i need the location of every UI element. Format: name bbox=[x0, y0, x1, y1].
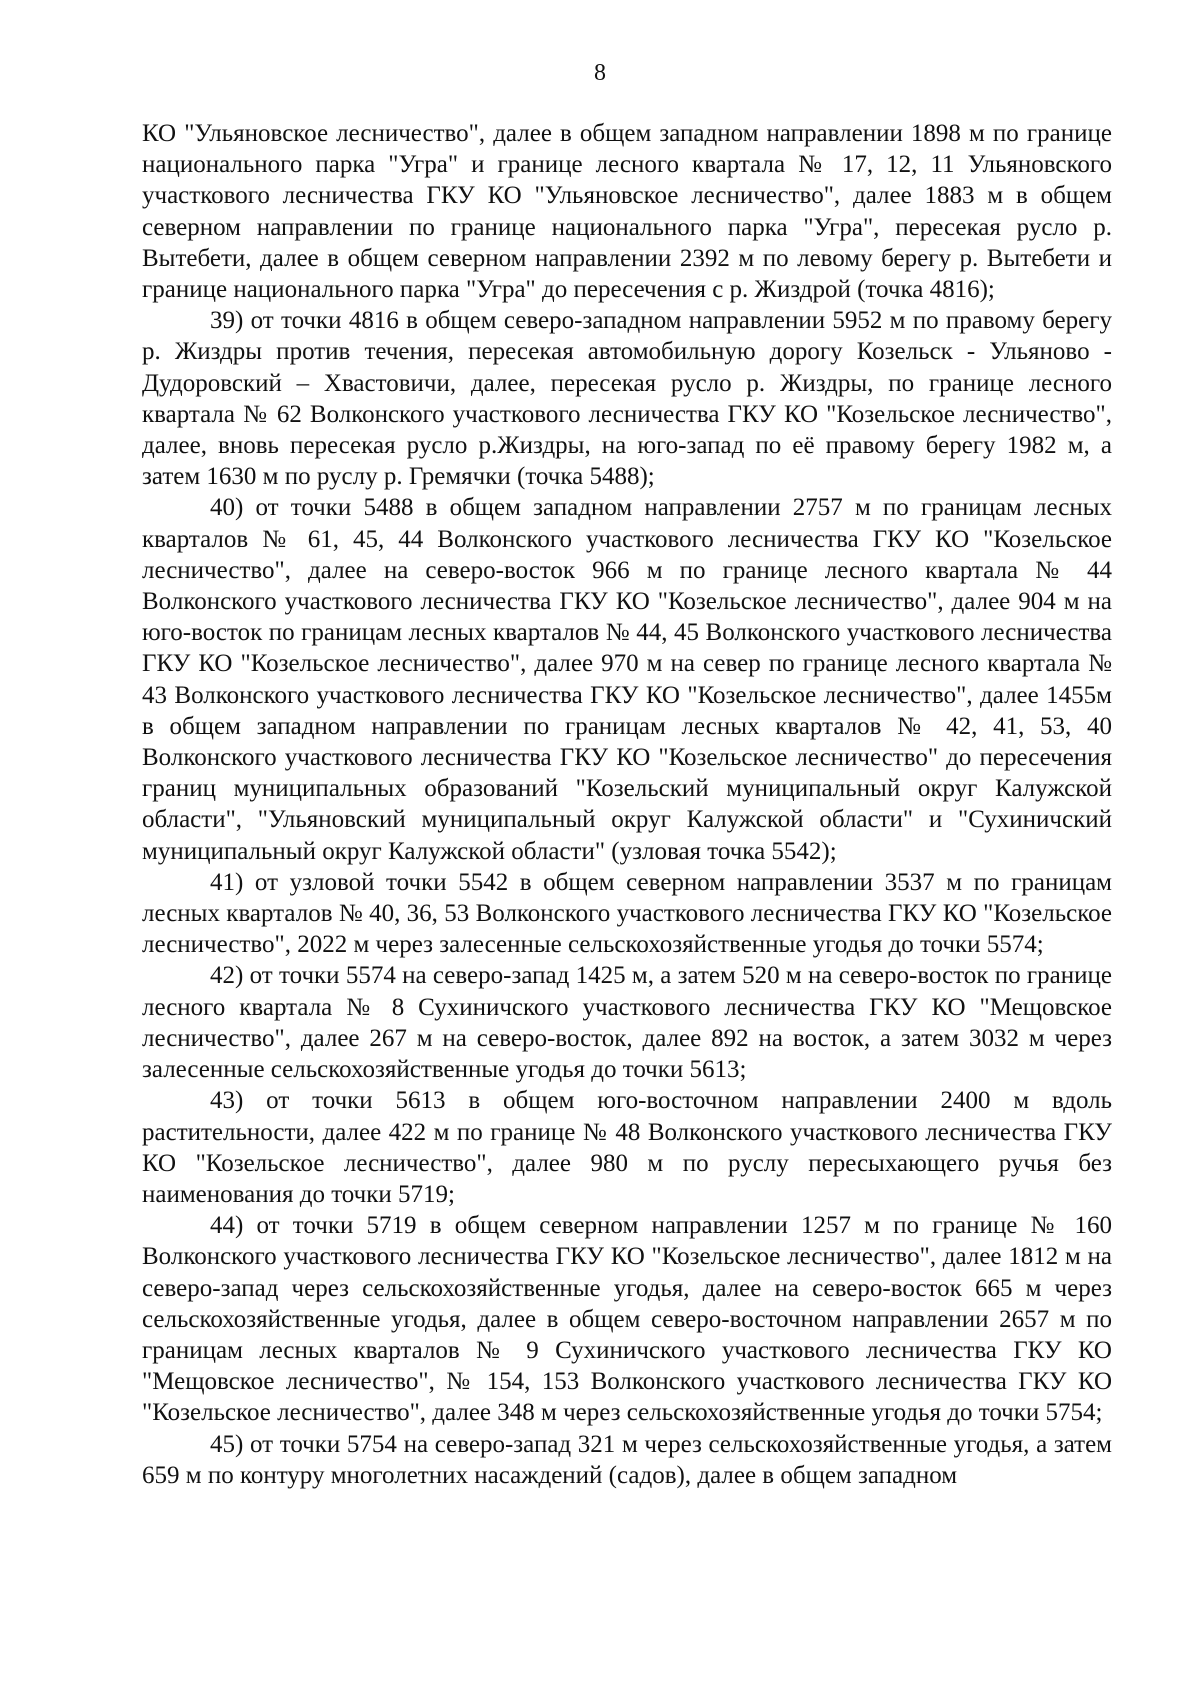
paragraph-43: 43) от точки 5613 в общем юго-восточном направлении 2400 м вдоль растительности, далее 422 м по границе № 48 Волконского участкового лесничества ГКУ КО "Козельское лесничество", далее 980 м по руслу пересыхающего ручья без наименования до точки 5719; bbox=[142, 1087, 1112, 1208]
document-body bbox=[142, 118, 1112, 1491]
paragraph-40: 40) от точки 5488 в общем западном направлении 2757 м по границам лесных кварталов № 61, 45, 44 Волконского участкового лесничества ГКУ КО "Козельское лесничество", далее на северо-восток 966 м по границе лесного квартала № 44 Волконского участкового лесничества ГКУ КО "Козельское лесничество", далее 904 м на юго-восток по границам лесных кварталов № 44, 45 Волконского участкового лесничества ГКУ КО "Козельское лесничество", далее 970 м на север по границе лесного квартала № 43 Волконского участкового лесничества ГКУ КО "Козельское лесничество", далее 1455м в общем западном направлении по границам лесных кварталов № 42, 41, 53, 40 Волконского участкового лесничества ГКУ КО "Козельское лесничество" до пересечения границ муниципальных образований "Козельский муниципальный округ Калужской области", "Ульяновский муниципальный округ Калужской области" и "Сухиничский муниципальный округ Калужской области" (узловая точка 5542); bbox=[142, 494, 1112, 865]
paragraph-44: 44) от точки 5719 в общем северном направлении 1257 м по границе № 160 Волконского участкового лесничества ГКУ КО "Козельское лесничество", далее 1812 м на северо-запад через сельскохозяйственные угодья, далее на северо-восток 665 м через сельскохозяйственные угодья, далее в общем северо-восточном направлении 2657 м по границам лесных кварталов № 9 Сухиничского участкового лесничества ГКУ КО "Мещовское лесничество", № 154, 153 Волконского участкового лесничества ГКУ КО "Козельское лесничество", далее 348 м через сельскохозяйственные угодья до точки 5754; bbox=[142, 1212, 1112, 1427]
paragraph-42: 42) от точки 5574 на северо-запад 1425 м, а затем 520 м на северо-восток по границе лесного квартала № 8 Сухиничского участкового лесничества ГКУ КО "Мещовское лесничество", далее 267 м на северо-восток, далее 892 на восток, а затем 3032 м через залесенные сельскохозяйственные угодья до точки 5613; bbox=[142, 962, 1112, 1084]
paragraph-41: 41) от узловой точки 5542 в общем северном направлении 3537 м по границам лесных кварталов № 40, 36, 53 Волконского участкового лесничества ГКУ КО "Козельское лесничество", 2022 м через залесенные сельскохозяйственные угодья до точки 5574; bbox=[142, 868, 1112, 959]
page-number: 8 bbox=[594, 60, 606, 86]
paragraph-39: 39) от точки 4816 в общем северо-западном направлении 5952 м по правому берегу р. Жиздры против течения, пересекая автомобильную дорогу Козельск - Ульяново - Дудоровский – Хвастовичи, далее, пересекая русло р. Жиздры, по границе лесного квартала № 62 Волконского участкового лесничества ГКУ КО "Козельское лесничество", далее, вновь пересекая русло р.Жиздры, на юго-запад по её правому берегу 1982 м, а затем 1630 м по руслу р. Гремячки (точка 5488); bbox=[142, 307, 1112, 491]
paragraph-continuation: КО "Ульяновское лесничество", далее в общем западном направлении 1898 м по границе национального парка "Угра" и границе лесного квартала № 17, 12, 11 Ульяновского участкового лесничества ГКУ КО "Ульяновское лесничество", далее 1883 м в общем северном направлении по границе национального парка "Угра", пересекая русло р. Вытебети, далее в общем северном направлении 2392 м по левому берегу р. Вытебети и границе национального парка "Угра" до пересечения с р. Жиздрой (точка 4816); bbox=[142, 120, 1112, 304]
paragraph-45: 45) от точки 5754 на северо-запад 321 м через сельскохозяйственные угодья, а затем 659 м по контуру многолетних насаждений (садов), далее в общем западном bbox=[142, 1430, 1112, 1489]
